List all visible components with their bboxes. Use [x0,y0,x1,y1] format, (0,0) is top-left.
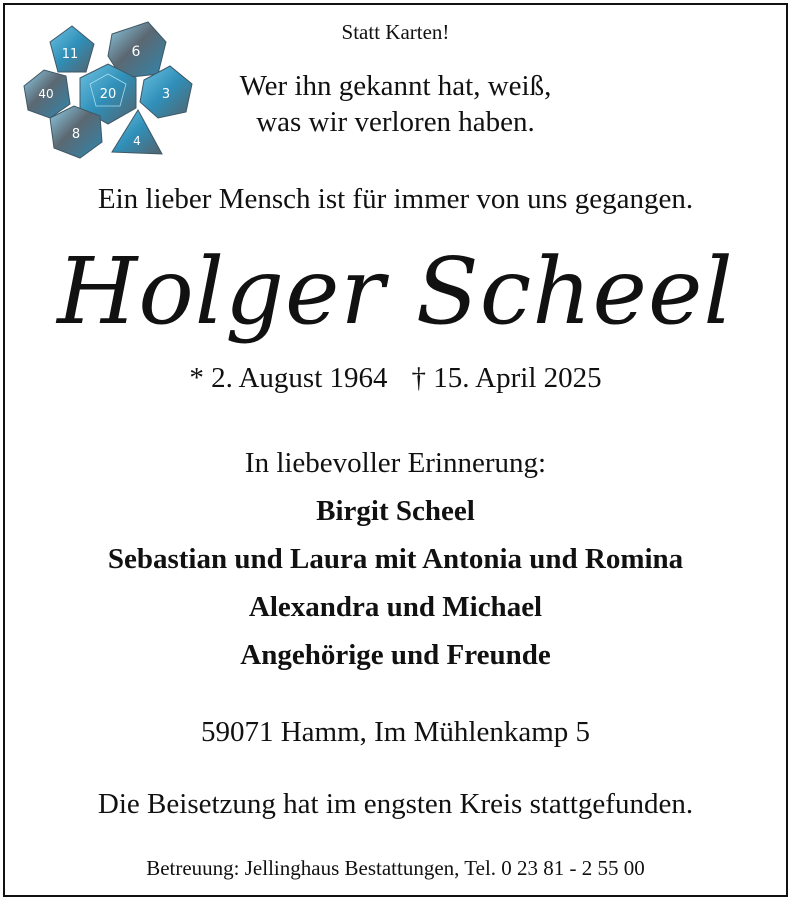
svg-text:3: 3 [161,87,171,102]
address-text: 59071 Hamm, Im Mühlenkamp 5 [200,716,591,748]
death-date: † 15. April 2025 [411,362,602,394]
mourner-line: Sebastian und Laura mit Antonia und Romina [107,543,684,575]
mourner-line: Angehörige und Freunde [240,639,551,671]
quote-line-1: Wer ihn gekannt hat, weiß, [239,70,552,102]
svg-text:40: 40 [38,87,54,101]
deceased-name: Holger Scheel [57,238,734,345]
care-note: Betreuung: Jellinghaus Bestattungen, Tel. 0 23 81 - 2 55 00 [146,856,645,880]
svg-text:4: 4 [133,134,141,148]
mourner-line: Birgit Scheel [316,495,475,527]
funeral-note: Die Beisetzung hat im engsten Kreis stattgefunden. [97,788,694,820]
svg-text:6: 6 [131,44,141,60]
svg-text:11: 11 [61,47,79,62]
svg-text:8: 8 [71,127,81,142]
quote-line-2: was wir verloren haben. [256,106,535,138]
memory-line: In liebevoller Erinnerung: [244,447,547,479]
header-text: Statt Karten! [341,20,450,44]
intro-text: Ein lieber Mensch ist für immer von uns gegangen. [97,183,694,215]
life-dates [0,362,791,395]
svg-text:20: 20 [99,87,117,102]
birth-date: * 2. August 1964 [189,362,388,394]
mourner-line: Alexandra und Michael [248,591,543,623]
